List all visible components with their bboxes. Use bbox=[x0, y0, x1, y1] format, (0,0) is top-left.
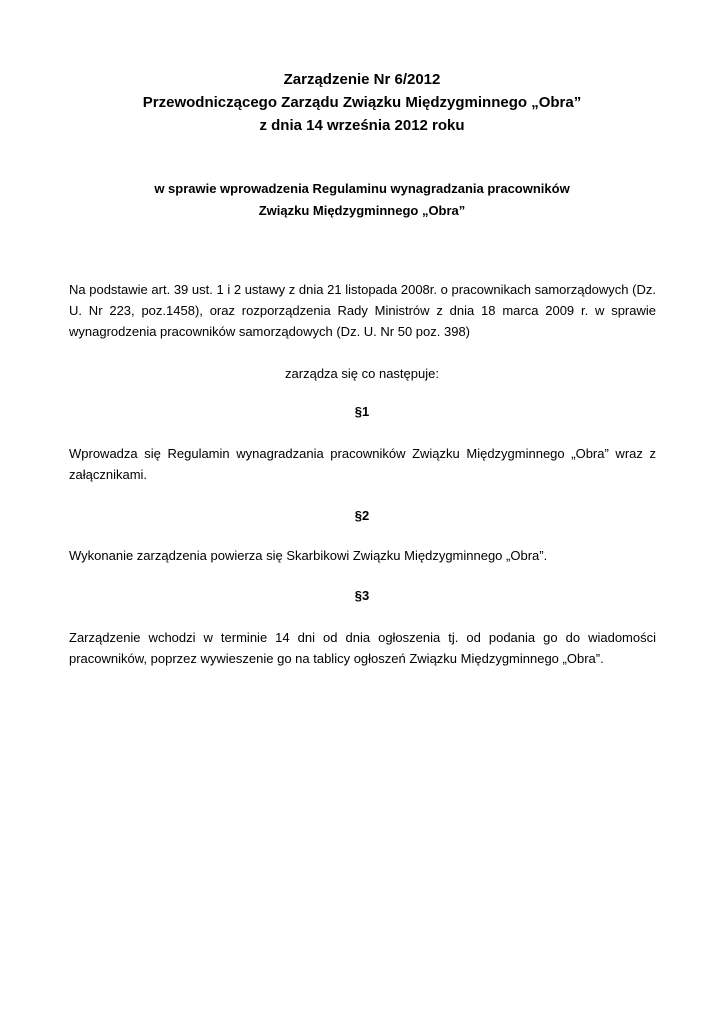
document-title bbox=[0, 68, 724, 137]
section-1-mark: §1 bbox=[354, 404, 370, 419]
section-3-text: Zarządzenie wchodzi w terminie 14 dni od dnia ogłoszenia tj. od podania go do wiadomości pracowników, poprzez wywieszenie go na tablicy ogłoszeń Związku Międzygminnego „Obra”. bbox=[69, 630, 656, 666]
section-3-mark: §3 bbox=[354, 588, 370, 603]
section-2-text: Wykonanie zarządzenia powierza się Skarbikowi Związku Międzygminnego „Obra”. bbox=[69, 548, 548, 563]
decree-phrase: zarządza się co następuje: bbox=[285, 366, 439, 381]
title-line: z dnia 14 września 2012 roku bbox=[259, 117, 465, 134]
section-2-mark: §2 bbox=[354, 508, 370, 523]
subject-line: Związku Międzygminnego „Obra” bbox=[258, 203, 466, 218]
subject-line: w sprawie wprowadzenia Regulaminu wynagradzania pracowników bbox=[154, 181, 570, 196]
title-line: Zarządzenie Nr 6/2012 bbox=[283, 71, 441, 88]
document-subject bbox=[0, 178, 724, 222]
title-line: Przewodniczącego Zarządu Związku Międzygminnego „Obra” bbox=[142, 94, 582, 111]
legal-basis-paragraph: Na podstawie art. 39 ust. 1 i 2 ustawy z dnia 21 listopada 2008r. o pracownikach samorządowych (Dz. U. Nr 223, poz.1458), oraz rozporządzenia Rady Ministrów z dnia 18 marca 2009 r. w sprawie wynagrodzenia pracowników samorządowych (Dz. U. Nr 50 poz. 398) bbox=[69, 282, 656, 339]
section-1-text: Wprowadza się Regulamin wynagradzania pracowników Związku Międzygminnego „Obra” wraz z załącznikami. bbox=[69, 446, 656, 482]
